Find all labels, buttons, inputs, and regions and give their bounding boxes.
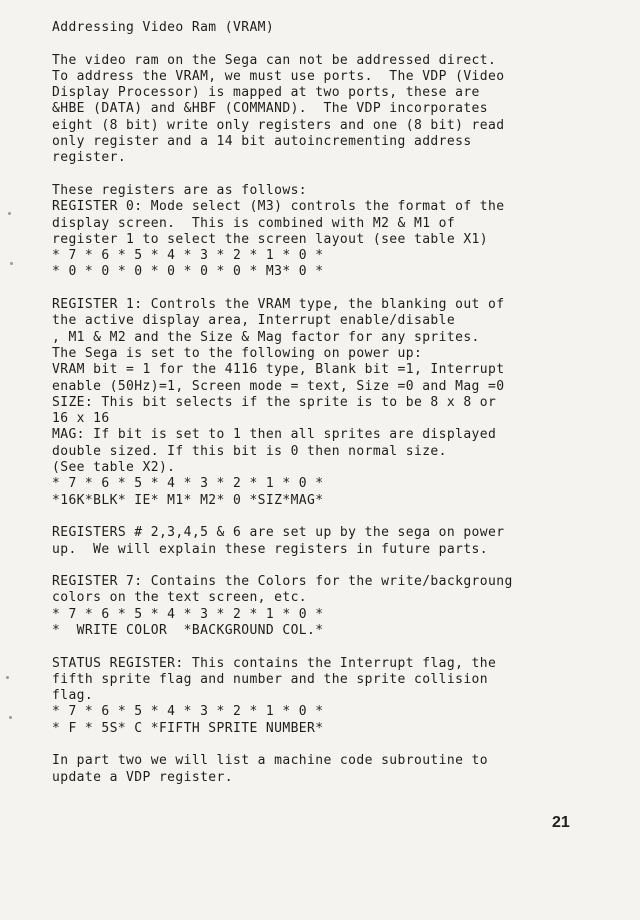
bit-value-row: * F * 5S* C *FIFTH SPRITE NUMBER*	[52, 720, 324, 736]
bit-header-row: * 7 * 6 * 5 * 4 * 3 * 2 * 1 * 0 *	[52, 606, 324, 622]
text-line: register.	[52, 150, 127, 166]
text-line: 16 x 16	[52, 411, 110, 427]
text-line: To address the VRAM, we must use ports. The VDP (Video	[52, 68, 505, 84]
text-line: colors on the text screen, etc.	[52, 590, 308, 606]
text-line: the active display area, Interrupt enable/disable	[52, 313, 456, 329]
paragraph-gap	[52, 558, 622, 574]
text-line: These registers are as follows:	[52, 182, 308, 198]
register-7-section	[52, 574, 622, 639]
text-line: up. We will explain these registers in future parts.	[52, 541, 489, 557]
intro-paragraph	[52, 53, 622, 167]
paragraph-gap	[52, 36, 622, 52]
text-line: fifth sprite flag and number and the sprite collision	[52, 671, 489, 687]
document-title: Addressing Video Ram (VRAM)	[52, 20, 275, 35]
text-line: flag.	[52, 688, 94, 704]
text-line: enable (50Hz)=1, Screen mode = text, Size =0 and Mag =0	[52, 378, 505, 394]
text-line: eight (8 bit) write only registers and one (8 bit) read	[52, 117, 505, 133]
text-line: double sized. If this bit is 0 then normal size.	[52, 443, 447, 459]
paragraph-gap	[52, 639, 622, 655]
scan-speck	[10, 262, 13, 265]
registers-2-to-6-section	[52, 525, 622, 558]
document-body	[52, 20, 622, 786]
text-line: &HBE (DATA) and &HBF (COMMAND). The VDP incorporates	[52, 101, 489, 117]
paragraph-gap	[52, 509, 622, 525]
bit-value-row: * WRITE COLOR *BACKGROUND COL.*	[52, 622, 324, 638]
bit-header-row: * 7 * 6 * 5 * 4 * 3 * 2 * 1 * 0 *	[52, 248, 324, 264]
bit-header-row: * 7 * 6 * 5 * 4 * 3 * 2 * 1 * 0 *	[52, 476, 324, 492]
paragraph-gap	[52, 167, 622, 183]
text-line: Display Processor) is mapped at two ports, these are	[52, 85, 480, 101]
text-line: update a VDP register.	[52, 769, 233, 785]
text-line: REGISTER 0: Mode select (M3) controls the format of the	[52, 199, 505, 215]
paragraph-gap	[52, 737, 622, 753]
text-line: (See table X2).	[52, 460, 176, 476]
outro-paragraph	[52, 753, 622, 786]
text-line: display screen. This is combined with M2 & M1 of	[52, 215, 456, 231]
text-line: REGISTER 7: Contains the Colors for the write/backgroung	[52, 574, 513, 590]
register-0-section	[52, 183, 622, 281]
bit-value-row: * 0 * 0 * 0 * 0 * 0 * 0 * M3* 0 *	[52, 264, 324, 280]
scan-speck	[6, 676, 9, 679]
scan-speck	[9, 716, 12, 719]
text-line: MAG: If bit is set to 1 then all sprites are displayed	[52, 427, 497, 443]
scan-speck	[8, 212, 11, 215]
bit-value-row: *16K*BLK* IE* M1* M2* 0 *SIZ*MAG*	[52, 492, 324, 508]
text-line: SIZE: This bit selects if the sprite is to be 8 x 8 or	[52, 394, 497, 410]
text-line: STATUS REGISTER: This contains the Interrupt flag, the	[52, 655, 497, 671]
bit-header-row: * 7 * 6 * 5 * 4 * 3 * 2 * 1 * 0 *	[52, 704, 324, 720]
text-line: In part two we will list a machine code subroutine to	[52, 753, 489, 769]
text-line: The video ram on the Sega can not be addressed direct.	[52, 52, 497, 68]
text-line: REGISTERS # 2,3,4,5 & 6 are set up by the sega on power	[52, 525, 505, 541]
page-number: 21	[552, 814, 570, 831]
register-1-section	[52, 297, 622, 509]
text-line: The Sega is set to the following on power up:	[52, 345, 423, 361]
text-line: REGISTER 1: Controls the VRAM type, the blanking out of	[52, 297, 505, 313]
text-line: , M1 & M2 and the Size & Mag factor for any sprites.	[52, 329, 480, 345]
text-line: VRAM bit = 1 for the 4116 type, Blank bit =1, Interrupt	[52, 362, 505, 378]
status-register-section	[52, 656, 622, 737]
text-line: only register and a 14 bit autoincrementing address	[52, 134, 472, 150]
paragraph-gap	[52, 281, 622, 297]
text-line: register 1 to select the screen layout (see table X1)	[52, 231, 489, 247]
